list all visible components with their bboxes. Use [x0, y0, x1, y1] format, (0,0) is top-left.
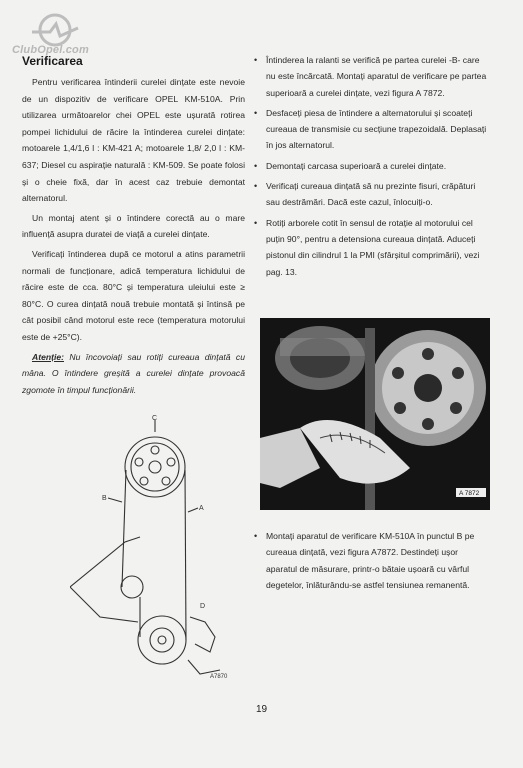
paragraph: Pentru verificarea întinderii curelei dințate este nevoie de un dispozitiv de verificare OPEL KM-510A. Prin utilizarea următoarelor chei OPEL este ușurată rotirea pompei lichidului de răcire la întinderea curelei dințate: motoarele 1,4/1,6 l : KM-421 A; motoarele 1,8/ 2,0 l : KM-637; Diesel cu aspirație naturală : KM-509. Se poate folosi și o cheie fixă, dar în acest caz trebuie demontat alternatorul.: [22, 77, 245, 204]
list-item: • Verificați cureaua dințată să nu prezinte fisuri, crăpături sau destrămări. Dacă este cazul, înlocuiți-o.: [258, 178, 490, 211]
diagram-code: A7870: [210, 674, 228, 680]
right-column: [258, 52, 490, 284]
paragraph: Un montaj atent și o întindere corectă au o mare influență asupra duratei de viață a curelei dințate.: [22, 212, 245, 240]
logo-text: ClubOpel.com: [12, 44, 89, 56]
warning-text: Nu încovoiați sau rotiți cureaua dințată cu mâna. O întindere greșită a curelei dințate provoacă zgomote în timpul funcționării.: [22, 351, 245, 395]
list-item: • Desfaceți piesa de întindere a alternatorului și scoateți cureaua de transmisie cu secțiune trapezoidală. Deplasați în jos alternatorul.: [258, 105, 490, 154]
instruction-list: [258, 528, 490, 593]
diagram-label-b: B: [102, 495, 107, 502]
warning-paragraph: [22, 349, 245, 399]
list-item: • Montați aparatul de verificare KM-510A în punctul B pe cureaua dințată, vezi figura A7872. Destindeți ușor aparatul de măsurare, printr-o bătaie ușoară cu vârful degetelor, înlăturându-se astfel tensiunea remanentă.: [258, 528, 490, 593]
photo-code: A 7872: [459, 490, 480, 497]
paragraph: Verificați întinderea după ce motorul a atins parametrii normali de funcționare, adică temperatura lichidului de răcire este de cca. 80°C și temperatura uleiului este ≥ 80°C. O curea dințată nouă trebuie montată și întinsă pe cât posibil când motorul este rece (temperatura motorului este de +25°C).: [22, 248, 245, 342]
belt-diagram: [70, 412, 245, 682]
list-item: • Întinderea la ralanti se verifică pe partea curelei -B- care nu este încărcată. Montați aparatul de verificare pe partea superioară a curelei dințate, vezi figura A 7872.: [258, 52, 490, 101]
right-column-bottom: [258, 528, 490, 593]
tension-gauge-photo: [260, 318, 490, 510]
left-column: [22, 74, 245, 401]
diagram-label-a: A: [199, 505, 204, 512]
warning-label: Atenție:: [32, 351, 64, 362]
diagram-label-c: C: [152, 415, 158, 422]
list-item: • Rotiți arborele cotit în sensul de rotație al motorului cel puțin 90°, pentru a detensiona cureaua dințată. Aduceți pistonul din cilindrul 1 la PMI (sfârșitul comprimării), vezi pag. 13.: [258, 215, 490, 280]
section-title: Verificarea: [22, 54, 83, 68]
diagram-label-d: D: [200, 603, 206, 610]
page-number: 19: [255, 704, 268, 715]
instruction-list: [258, 52, 490, 280]
list-item: • Demontați carcasa superioară a curelei dințate.: [258, 158, 490, 174]
